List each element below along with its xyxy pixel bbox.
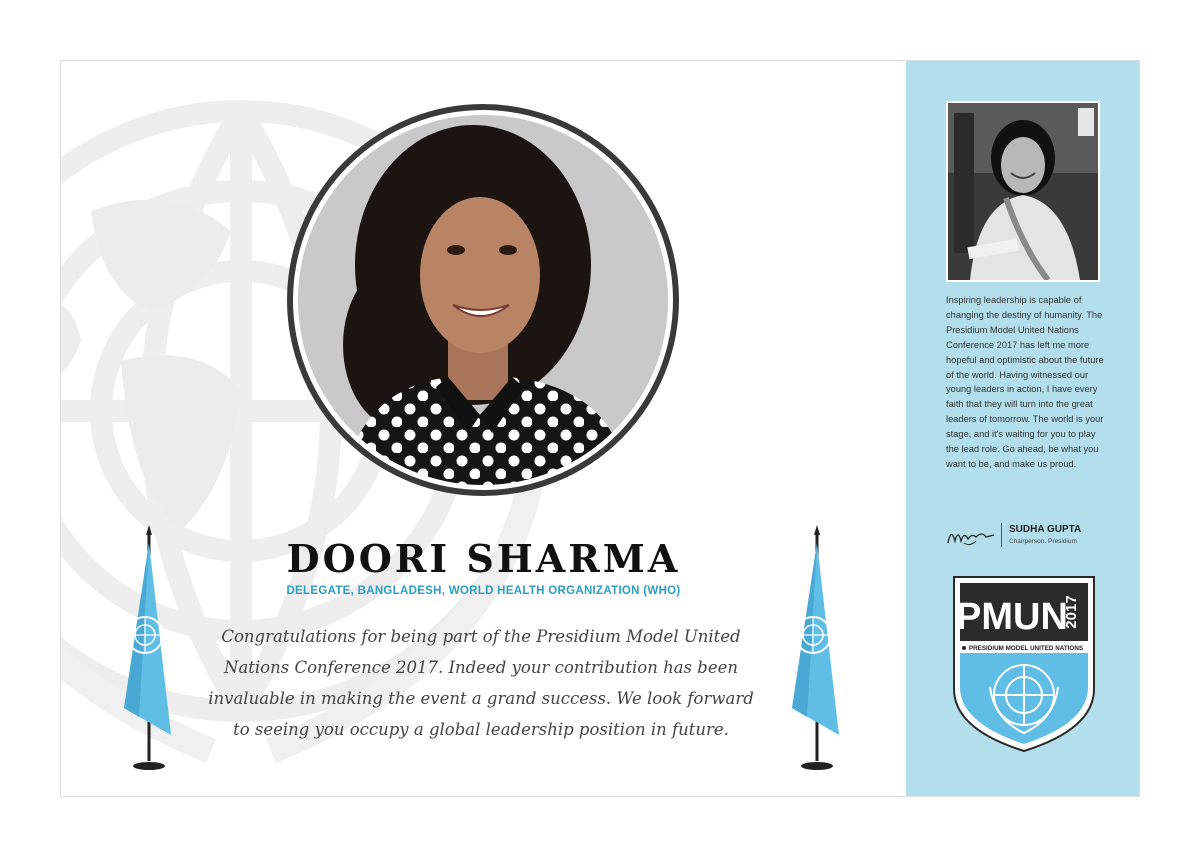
chairperson-sidebar [906, 61, 1140, 797]
pmun-badge [950, 569, 1098, 754]
un-flag-icon [787, 523, 857, 773]
chairperson-name: SUDHA GUPTA [1009, 524, 1082, 535]
congratulations-message: Congratulations for being part of the Presidium Model United Nations Conference 2017. Indeed your contribution has been invaluable in making the event a grand success. We look forward to seeing you occupy a global leadership position in future. [208, 627, 754, 739]
badge-full-name: PRESIDIUM MODEL UNITED NATIONS [968, 645, 1084, 652]
chairperson-quote: Inspiring leadership is capable of changing the destiny of humanity. The Presidium Model United Nations Conference 2017 has left me more hopeful and optimistic about the future of the world. Having witnessed our young leaders in action, I have every faith that they will turn into the great leaders of tomorrow. The world is your stage, and it's waiting for you to play the lead role. Go ahead, be what you want to be, and make us proud. [946, 295, 1104, 469]
signature-block [946, 521, 1116, 551]
signature-icon [946, 523, 996, 549]
delegate-photo-frame [287, 104, 679, 496]
un-flag-right [787, 523, 857, 773]
main-panel [61, 61, 906, 797]
badge-acronym: PMUN [956, 596, 1068, 638]
un-flag-left [119, 523, 189, 773]
pmun-badge-icon [950, 569, 1098, 754]
chairperson-photo [946, 101, 1100, 282]
chairperson-portrait-image [948, 103, 1098, 280]
badge-year: 2017 [1063, 595, 1080, 629]
signature-divider [1001, 523, 1002, 547]
un-flag-icon [119, 523, 189, 773]
delegate-photo [298, 115, 668, 485]
delegate-name: DOORI SHARMA [286, 536, 681, 581]
certificate-card [60, 60, 1140, 797]
delegate-portrait-image [298, 115, 668, 485]
delegate-role: DELEGATE, BANGLADESH, WORLD HEALTH ORGANIZATION (WHO) [286, 585, 681, 597]
chairperson-title: Chairperson, Presidium [1009, 538, 1077, 545]
